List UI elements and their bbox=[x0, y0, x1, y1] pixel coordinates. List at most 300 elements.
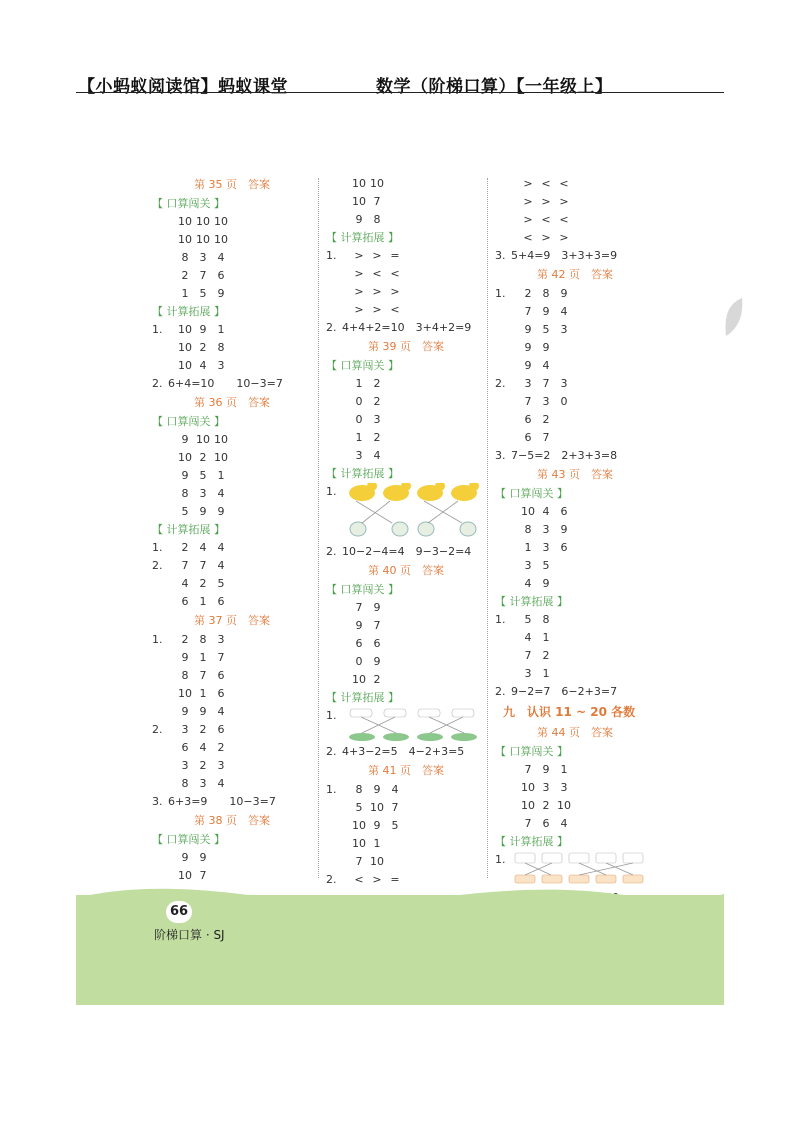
answer-value: > bbox=[372, 249, 382, 262]
match-line bbox=[362, 501, 390, 523]
answer-cells bbox=[350, 265, 404, 283]
equation-text: 5+4=9 3+3+3=9 bbox=[511, 249, 618, 262]
answer-row bbox=[326, 799, 486, 817]
header-right: 数学（阶梯口算）【一年级上】 bbox=[376, 77, 613, 97]
answer-cells bbox=[176, 575, 230, 593]
answer-value: 9 bbox=[355, 619, 363, 632]
answer-cells bbox=[350, 653, 386, 671]
swan-icon bbox=[418, 522, 434, 536]
question-number: 2. bbox=[495, 377, 506, 390]
answer-value: 3 bbox=[199, 777, 207, 790]
answer-cells bbox=[176, 285, 230, 303]
answer-column-2 bbox=[326, 175, 486, 889]
answer-row bbox=[495, 575, 655, 593]
answer-value: 3 bbox=[181, 759, 189, 772]
answer-value: 10 bbox=[214, 451, 228, 464]
answer-value: 4 bbox=[373, 449, 381, 462]
answer-cells bbox=[176, 757, 230, 775]
answer-value: 4 bbox=[560, 305, 568, 318]
answer-value: 2 bbox=[373, 377, 381, 390]
answer-value: 4 bbox=[217, 559, 225, 572]
answer-row bbox=[152, 593, 312, 611]
answer-value: 7 bbox=[524, 817, 532, 830]
answer-value: 4 bbox=[542, 505, 550, 518]
answer-value: 7 bbox=[542, 377, 550, 390]
answer-value: 3 bbox=[181, 723, 189, 736]
answer-row bbox=[495, 815, 655, 833]
answer-value: 0 bbox=[355, 413, 363, 426]
answer-value: 9 bbox=[199, 705, 207, 718]
leaf-icon bbox=[722, 296, 746, 340]
answer-value: 9 bbox=[373, 601, 381, 614]
answer-cells bbox=[519, 647, 555, 665]
answer-cells bbox=[519, 303, 573, 321]
answer-value: 4 bbox=[199, 541, 207, 554]
ducks-illustration bbox=[342, 483, 482, 541]
answer-value: 8 bbox=[217, 341, 225, 354]
answer-row bbox=[495, 503, 655, 521]
answer-row bbox=[152, 503, 312, 521]
answer-value: 9 bbox=[181, 469, 189, 482]
question-number: 1. bbox=[326, 485, 337, 498]
answer-value: 6 bbox=[560, 541, 568, 554]
answer-value: > bbox=[372, 303, 382, 316]
answer-value: 7 bbox=[199, 869, 207, 882]
answer-cells bbox=[350, 835, 386, 853]
answer-row bbox=[326, 853, 486, 871]
answer-value: 10 bbox=[178, 359, 192, 372]
answer-row bbox=[495, 629, 655, 647]
answer-cells bbox=[519, 285, 573, 303]
answer-value: 6 bbox=[355, 637, 363, 650]
answer-row bbox=[495, 393, 655, 411]
answer-cells bbox=[176, 321, 230, 339]
answer-value: 7 bbox=[199, 269, 207, 282]
answer-value: 8 bbox=[355, 783, 363, 796]
section-label: 【 口算闯关 】 bbox=[495, 745, 568, 758]
answer-value: 9 bbox=[199, 505, 207, 518]
expression-card bbox=[452, 709, 474, 717]
swan-icon bbox=[460, 522, 476, 536]
answer-cells bbox=[350, 635, 386, 653]
answer-page-title: 第 44 页 答案 bbox=[537, 726, 613, 739]
answer-row bbox=[326, 599, 486, 617]
answer-value: 2 bbox=[542, 413, 550, 426]
answer-value: 8 bbox=[524, 523, 532, 536]
section-label: 【 计算拓展 】 bbox=[326, 691, 399, 704]
answer-value: 8 bbox=[181, 251, 189, 264]
answer-value: 9 bbox=[524, 341, 532, 354]
answer-value: 2 bbox=[199, 451, 207, 464]
answer-value: 9 bbox=[181, 705, 189, 718]
answer-value: 6 bbox=[373, 637, 381, 650]
answer-row bbox=[326, 653, 486, 671]
answer-value: 9 bbox=[560, 523, 568, 536]
answer-cells bbox=[176, 631, 230, 649]
answer-value: 10 bbox=[214, 433, 228, 446]
answer-value: > bbox=[541, 195, 551, 208]
book-name: 阶梯口算 · SJ bbox=[154, 928, 225, 942]
answer-row bbox=[495, 779, 655, 797]
answer-value: 9 bbox=[199, 851, 207, 864]
answer-cells bbox=[176, 213, 230, 231]
answer-row bbox=[495, 521, 655, 539]
answer-value: < bbox=[372, 267, 382, 280]
answer-cells bbox=[176, 267, 230, 285]
answer-value: 0 bbox=[355, 655, 363, 668]
answer-value: 3 bbox=[217, 359, 225, 372]
answer-value: 2 bbox=[199, 341, 207, 354]
question-number: 2. bbox=[326, 745, 337, 758]
answer-row bbox=[495, 611, 655, 629]
section-label: 【 口算闯关 】 bbox=[152, 415, 225, 428]
answer-cells bbox=[176, 703, 230, 721]
answer-value: 10 bbox=[352, 177, 366, 190]
answer-row bbox=[326, 211, 486, 229]
answer-cells bbox=[176, 849, 212, 867]
answer-value: 10 bbox=[370, 177, 384, 190]
answer-value: 7 bbox=[524, 395, 532, 408]
answer-row bbox=[495, 339, 655, 357]
answer-row bbox=[326, 411, 486, 429]
answer-value: 9 bbox=[355, 213, 363, 226]
answer-cells bbox=[176, 485, 230, 503]
question-number: 1. bbox=[326, 249, 337, 262]
section-label: 【 计算拓展 】 bbox=[152, 305, 225, 318]
rabbit-card-icon bbox=[515, 853, 535, 863]
header-rule bbox=[76, 92, 724, 93]
answer-value: > bbox=[372, 285, 382, 298]
answer-value: 3 bbox=[560, 377, 568, 390]
match-line bbox=[606, 863, 633, 875]
equation-row bbox=[152, 793, 312, 811]
answer-row bbox=[495, 229, 655, 247]
answer-cells bbox=[350, 429, 386, 447]
answer-row bbox=[326, 671, 486, 689]
answer-row bbox=[152, 667, 312, 685]
expression-oval bbox=[417, 733, 443, 741]
answer-value: < bbox=[390, 303, 400, 316]
answer-value: 10 bbox=[521, 799, 535, 812]
answer-value: 2 bbox=[181, 269, 189, 282]
answer-value: 1 bbox=[199, 651, 207, 664]
answer-value: 0 bbox=[560, 395, 568, 408]
answer-value: 5 bbox=[199, 469, 207, 482]
answer-value: 3 bbox=[199, 487, 207, 500]
answer-row bbox=[495, 285, 655, 303]
equation-row bbox=[152, 375, 312, 393]
rabbit-card-icon bbox=[596, 853, 616, 863]
answer-value: 9 bbox=[373, 783, 381, 796]
answer-value: 10 bbox=[352, 673, 366, 686]
section-label: 【 计算拓展 】 bbox=[326, 231, 399, 244]
answer-value: 0 bbox=[355, 395, 363, 408]
ovals-illustration bbox=[342, 707, 482, 743]
answer-value: 8 bbox=[181, 777, 189, 790]
answer-cells bbox=[519, 665, 555, 683]
answer-row bbox=[326, 247, 486, 265]
section-label: 【 口算闯关 】 bbox=[326, 583, 399, 596]
answer-cells bbox=[519, 539, 573, 557]
answer-value: 3 bbox=[524, 559, 532, 572]
answer-value: < bbox=[354, 873, 364, 886]
answer-value: 7 bbox=[542, 431, 550, 444]
answer-value: 4 bbox=[391, 783, 399, 796]
answer-row bbox=[152, 721, 312, 739]
answer-cells bbox=[350, 393, 386, 411]
question-number: 1. bbox=[326, 783, 337, 796]
section-label: 【 计算拓展 】 bbox=[152, 523, 225, 536]
equation-text: 6+3=9 10−3=7 bbox=[168, 795, 276, 808]
answer-value: 6 bbox=[217, 723, 225, 736]
question-number: 2. bbox=[152, 377, 163, 390]
answer-row bbox=[326, 781, 486, 799]
answer-row bbox=[152, 649, 312, 667]
match-line bbox=[579, 863, 633, 875]
answer-cells bbox=[350, 193, 386, 211]
answer-value: 5 bbox=[524, 613, 532, 626]
answer-value: 10 bbox=[178, 323, 192, 336]
equation-row bbox=[495, 683, 655, 701]
answer-value: 10 bbox=[370, 855, 384, 868]
page-number: 66 bbox=[166, 901, 192, 923]
column-divider bbox=[318, 178, 319, 878]
answer-row bbox=[152, 285, 312, 303]
question-number: 2. bbox=[326, 321, 337, 334]
answer-cells bbox=[519, 557, 555, 575]
answer-cells bbox=[176, 685, 230, 703]
answer-cells bbox=[519, 229, 573, 247]
answer-cells bbox=[176, 339, 230, 357]
answer-value: 8 bbox=[181, 487, 189, 500]
answer-cells bbox=[176, 721, 230, 739]
answer-row bbox=[152, 485, 312, 503]
answer-row bbox=[495, 321, 655, 339]
answer-value: > bbox=[354, 285, 364, 298]
answer-value: = bbox=[390, 249, 400, 262]
answer-row bbox=[326, 175, 486, 193]
answer-cells bbox=[350, 671, 386, 689]
answer-value: < bbox=[541, 213, 551, 226]
answer-value: 10 bbox=[352, 195, 366, 208]
answer-value: > bbox=[354, 267, 364, 280]
rabbit-card-icon bbox=[569, 853, 589, 863]
answer-value: 5 bbox=[217, 577, 225, 590]
equation-row bbox=[326, 743, 486, 761]
answer-value: 10 bbox=[521, 781, 535, 794]
answer-value: 6 bbox=[181, 741, 189, 754]
answer-value: 10 bbox=[521, 505, 535, 518]
answer-value: 9 bbox=[217, 505, 225, 518]
answer-value: 1 bbox=[181, 287, 189, 300]
answer-row bbox=[495, 375, 655, 393]
answer-value: 4 bbox=[560, 817, 568, 830]
answer-cells bbox=[176, 449, 230, 467]
answer-value: 1 bbox=[199, 595, 207, 608]
answer-page-title: 第 39 页 答案 bbox=[368, 340, 444, 353]
answer-row bbox=[495, 193, 655, 211]
answer-value: 9 bbox=[560, 287, 568, 300]
answer-value: 10 bbox=[370, 801, 384, 814]
section-label: 【 计算拓展 】 bbox=[495, 835, 568, 848]
section-label: 【 计算拓展 】 bbox=[495, 595, 568, 608]
answer-value: 3 bbox=[355, 449, 363, 462]
answer-row bbox=[152, 539, 312, 557]
answer-value: 8 bbox=[181, 669, 189, 682]
answer-value: 10 bbox=[178, 451, 192, 464]
answer-value: 6 bbox=[217, 269, 225, 282]
answer-value: 5 bbox=[542, 323, 550, 336]
answer-value: 9 bbox=[373, 655, 381, 668]
answer-cells bbox=[519, 321, 573, 339]
answer-value: 5 bbox=[391, 819, 399, 832]
expression-oval bbox=[451, 733, 477, 741]
answer-value: > bbox=[559, 195, 569, 208]
answer-row bbox=[495, 303, 655, 321]
matching-exercise bbox=[326, 483, 486, 543]
answer-cells bbox=[519, 629, 555, 647]
answer-value: 7 bbox=[373, 619, 381, 632]
answer-cells bbox=[350, 301, 404, 319]
answer-row bbox=[495, 539, 655, 557]
answer-cells bbox=[176, 667, 230, 685]
header-left: 【小蚂蚁阅读馆】蚂蚁课堂 bbox=[78, 77, 288, 97]
answer-cells bbox=[519, 393, 573, 411]
section-label: 【 口算闯关 】 bbox=[326, 359, 399, 372]
answer-value: 9 bbox=[181, 851, 189, 864]
answer-cells bbox=[519, 193, 573, 211]
question-number: 3. bbox=[495, 449, 506, 462]
answer-page-title: 第 42 页 答案 bbox=[537, 268, 613, 281]
answer-value: 7 bbox=[391, 801, 399, 814]
answer-value: 2 bbox=[181, 633, 189, 646]
answer-cells bbox=[350, 617, 386, 635]
answer-value: 2 bbox=[217, 741, 225, 754]
answer-value: 2 bbox=[373, 431, 381, 444]
answer-cells bbox=[519, 429, 555, 447]
answer-cells bbox=[519, 503, 573, 521]
answer-row bbox=[326, 635, 486, 653]
answer-row bbox=[152, 467, 312, 485]
question-number: 2. bbox=[326, 873, 337, 886]
answer-cells bbox=[176, 593, 230, 611]
answer-value: 4 bbox=[181, 577, 189, 590]
answer-value: 3 bbox=[373, 413, 381, 426]
answer-value: < bbox=[559, 177, 569, 190]
answer-row bbox=[152, 213, 312, 231]
answer-row bbox=[152, 631, 312, 649]
answer-value: 6 bbox=[560, 505, 568, 518]
answer-row bbox=[152, 339, 312, 357]
answer-cells bbox=[176, 231, 230, 249]
answer-value: 5 bbox=[355, 801, 363, 814]
answer-cells bbox=[519, 761, 573, 779]
answer-value: 9 bbox=[542, 305, 550, 318]
answer-cells bbox=[519, 339, 555, 357]
expression-card bbox=[418, 709, 440, 717]
answer-value: 3 bbox=[542, 523, 550, 536]
question-number: 1. bbox=[152, 633, 163, 646]
answer-cells bbox=[176, 467, 230, 485]
answer-cells bbox=[176, 649, 230, 667]
answer-value: 4 bbox=[217, 487, 225, 500]
answer-cells bbox=[519, 521, 573, 539]
equation-row bbox=[326, 319, 486, 337]
answer-cells bbox=[350, 175, 386, 193]
answer-value: 4 bbox=[524, 577, 532, 590]
equation-text: 9−2=7 6−2+3=7 bbox=[511, 685, 618, 698]
equation-text: 6+4=10 10−3=7 bbox=[168, 377, 283, 390]
answer-column-3 bbox=[495, 175, 655, 907]
answer-page-title: 第 40 页 答案 bbox=[368, 564, 444, 577]
answer-value: < bbox=[523, 231, 533, 244]
answer-row bbox=[326, 375, 486, 393]
answer-cells bbox=[176, 431, 230, 449]
rabbit-card-icon bbox=[623, 853, 643, 863]
answer-value: 9 bbox=[199, 323, 207, 336]
answer-row bbox=[495, 557, 655, 575]
answer-value: > bbox=[390, 285, 400, 298]
answer-page-title: 第 38 页 答案 bbox=[194, 814, 270, 827]
answer-value: 10 bbox=[196, 233, 210, 246]
answer-row bbox=[495, 429, 655, 447]
answer-page-title: 第 43 页 答案 bbox=[537, 468, 613, 481]
answer-cells bbox=[519, 357, 555, 375]
answer-cells bbox=[350, 411, 386, 429]
answer-value: < bbox=[541, 177, 551, 190]
answer-cells bbox=[519, 779, 573, 797]
answer-cells bbox=[350, 211, 386, 229]
answer-value: 1 bbox=[355, 431, 363, 444]
answer-row bbox=[152, 557, 312, 575]
answer-value: 2 bbox=[181, 541, 189, 554]
answer-row bbox=[152, 449, 312, 467]
answer-row bbox=[152, 231, 312, 249]
answer-value: 8 bbox=[373, 213, 381, 226]
answer-row bbox=[152, 775, 312, 793]
answer-value: 6 bbox=[217, 669, 225, 682]
answer-value: 9 bbox=[373, 819, 381, 832]
answer-value: 2 bbox=[542, 799, 550, 812]
answer-row bbox=[152, 249, 312, 267]
answer-value: 7 bbox=[524, 305, 532, 318]
answer-value: 10 bbox=[214, 233, 228, 246]
answer-value: 3 bbox=[542, 541, 550, 554]
answer-row bbox=[495, 357, 655, 375]
answer-value: 9 bbox=[181, 433, 189, 446]
answer-cells bbox=[519, 797, 573, 815]
answer-value: 5 bbox=[181, 505, 189, 518]
question-number: 1. bbox=[152, 323, 163, 336]
answer-row bbox=[326, 429, 486, 447]
answer-value: 7 bbox=[524, 649, 532, 662]
answer-cells bbox=[519, 575, 555, 593]
answer-cells bbox=[350, 247, 404, 265]
equation-row bbox=[326, 543, 486, 561]
answer-value: 10 bbox=[214, 215, 228, 228]
answer-row bbox=[152, 431, 312, 449]
answer-value: 10 bbox=[352, 837, 366, 850]
section-label: 【 口算闯关 】 bbox=[152, 833, 225, 846]
answer-cells bbox=[519, 211, 573, 229]
answer-cells bbox=[176, 357, 230, 375]
expression-oval bbox=[383, 733, 409, 741]
answer-value: 1 bbox=[524, 541, 532, 554]
answer-value: 4 bbox=[217, 705, 225, 718]
answer-value: 10 bbox=[178, 869, 192, 882]
answer-value: 5 bbox=[542, 559, 550, 572]
question-number: 1. bbox=[495, 853, 506, 866]
